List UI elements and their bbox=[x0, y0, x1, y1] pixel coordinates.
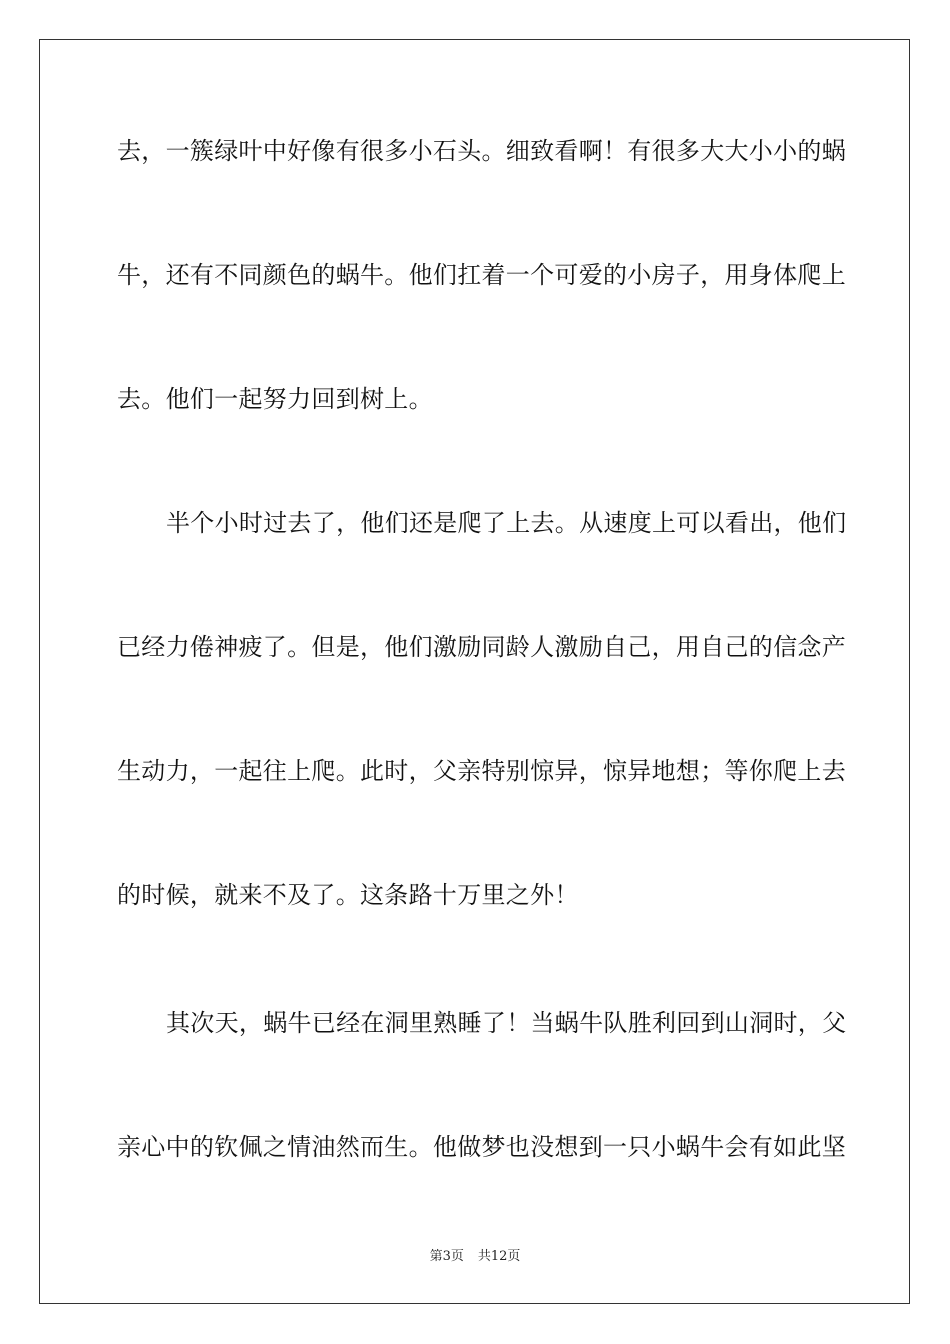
page-footer bbox=[0, 1248, 950, 1266]
page-number: 第3页 bbox=[429, 1249, 464, 1264]
page-border bbox=[39, 39, 910, 1304]
text-line: 的时候，就来不及了。这条路十万里之外！ bbox=[117, 881, 579, 909]
text-line: 生动力，一起往上爬。此时，父亲特别惊异，惊异地想；等你爬上去 bbox=[117, 757, 846, 785]
paragraph-first-line: 其次天，蜗牛已经在洞里熟睡了！当蜗牛队胜利回到山洞时，父 bbox=[166, 1009, 847, 1037]
text-line: 去。他们一起努力回到树上。 bbox=[117, 385, 433, 413]
text-line: 去，一簇绿叶中好像有很多小石头。细致看啊！有很多大大小小的蜗 bbox=[117, 137, 846, 165]
text-line: 牛，还有不同颜色的蜗牛。他们扛着一个可爱的小房子，用身体爬上 bbox=[117, 261, 846, 289]
text-line: 已经力倦神疲了。但是，他们激励同龄人激励自己，用自己的信念产 bbox=[117, 633, 846, 661]
page-total: 共12页 bbox=[477, 1249, 521, 1264]
paragraph-first-line: 半个小时过去了，他们还是爬了上去。从速度上可以看出，他们 bbox=[166, 509, 847, 537]
text-line: 亲心中的钦佩之情油然而生。他做梦也没想到一只小蜗牛会有如此坚 bbox=[117, 1133, 846, 1161]
